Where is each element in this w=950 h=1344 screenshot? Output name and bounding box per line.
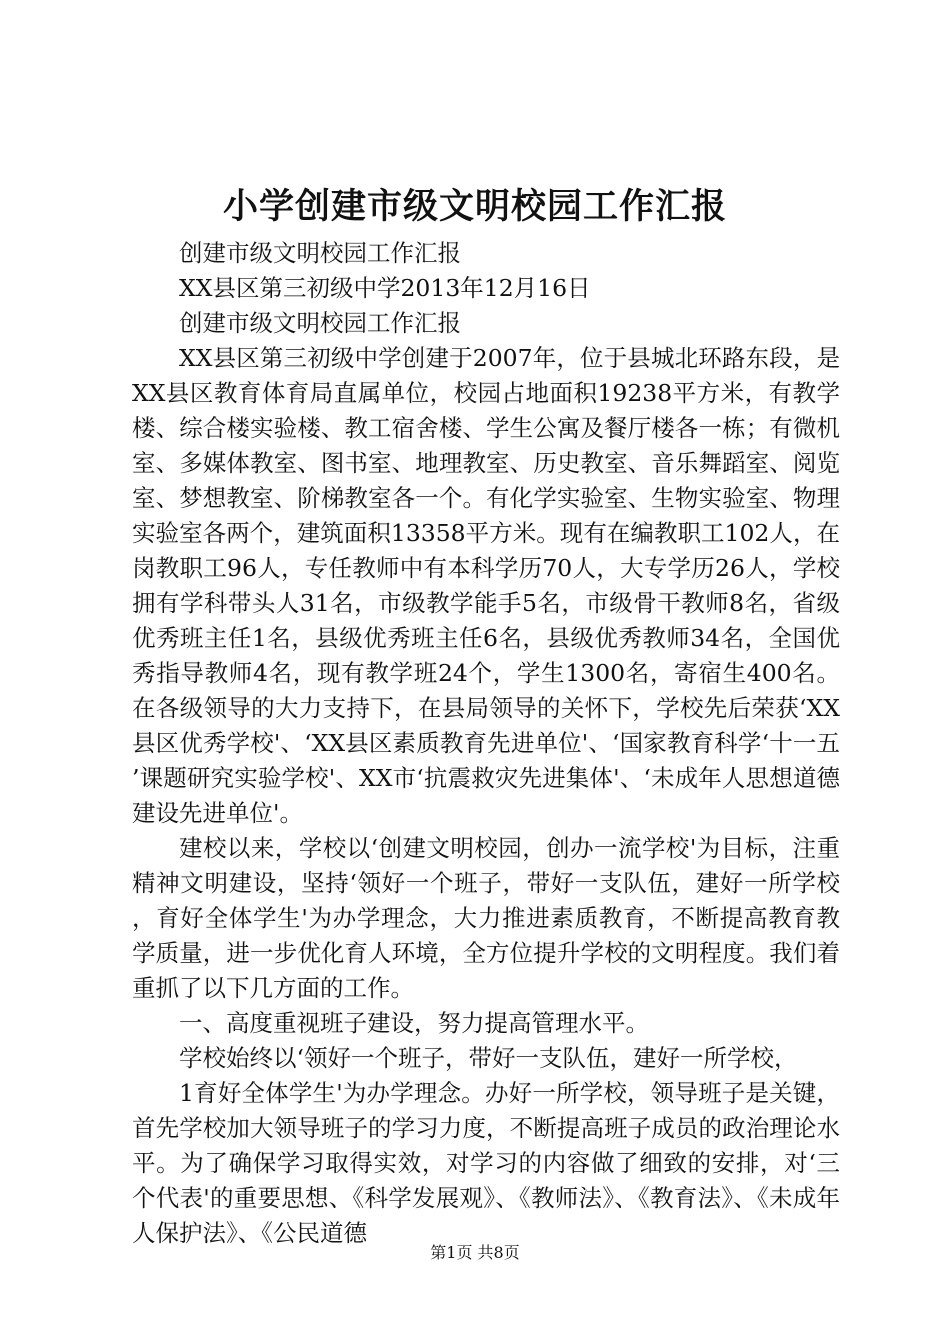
paragraph-subtitle: 创建市级文明校园工作汇报	[179, 239, 461, 267]
paragraph-section-1-intro: 学校始终以‘领好一个班子，带好一支队伍，建好一所学校，	[179, 1044, 798, 1072]
paragraph-school-goals: 建校以来，学校以‘创建文明校园，创办一流学校'为目标，注重精神文明建设，坚持‘领好一个班子，带好一支队伍，建好一所学校，育好全体学生'为办学理念，大力推进素质教育，不断提高教育教学质量，进一步优化育人环境，全方位提升学校的文明程度。我们着重抓了以下几方面的工作。	[132, 834, 840, 1002]
paragraph-school-overview: XX县区第三初级中学创建于2007年，位于县城北环路东段，是XX县区教育体育局直属单位，校园占地面积19238平方米，有教学楼、综合楼实验楼、教工宿舍楼、学生公寓及餐厅楼各一栋；有微机室、多媒体教室、图书室、地理教室、历史教室、音乐舞蹈室、阅览室、梦想教室、阶梯教室各一个。有化学实验室、生物实验室、物理实验室各两个，建筑面积13358平方米。现有在编教职工102人，在岗教职工96人，专任教师中有本科学历70人，大专学历26人，学校拥有学科带头人31名，市级教学能手5名，市级骨干教师8名，省级优秀班主任1名，县级优秀班主任6名，县级优秀教师34名，全国优秀指导教师4名，现有教学班24个，学生1300名，寄宿生400名。在各级领导的大力支持下，在县局领导的关怀下，学校先后荣获‘XX县区优秀学校'、‘XX县区素质教育先进单位'、‘国家教育科学‘十一五’课题研究实验学校'、XX市‘抗震救灾先进集体'、‘未成年人思想道德建设先进单位'。	[132, 344, 840, 827]
paragraph-author-date: XX县区第三初级中学2013年12月16日	[179, 274, 591, 302]
paragraph-section-1-body: 1育好全体学生'为办学理念。办好一所学校，领导班子是关键，首先学校加大领导班子的学习力度，不断提高班子成员的政治理论水平。为了确保学习取得实效，对学习的内容做了细致的安排，对‘三个代表'的重要思想、《科学发展观》、《教师法》、《教育法》、《未成年人保护法》、《公民道德	[132, 1079, 840, 1247]
paragraph-section-heading-1: 一、高度重视班子建设，努力提高管理水平。	[179, 1009, 649, 1037]
document-body	[132, 236, 840, 1251]
page-number-footer: 第1页 共8页	[430, 1243, 520, 1262]
document-title: 小学创建市级文明校园工作汇报	[222, 186, 727, 227]
paragraph-heading: 创建市级文明校园工作汇报	[179, 309, 461, 337]
